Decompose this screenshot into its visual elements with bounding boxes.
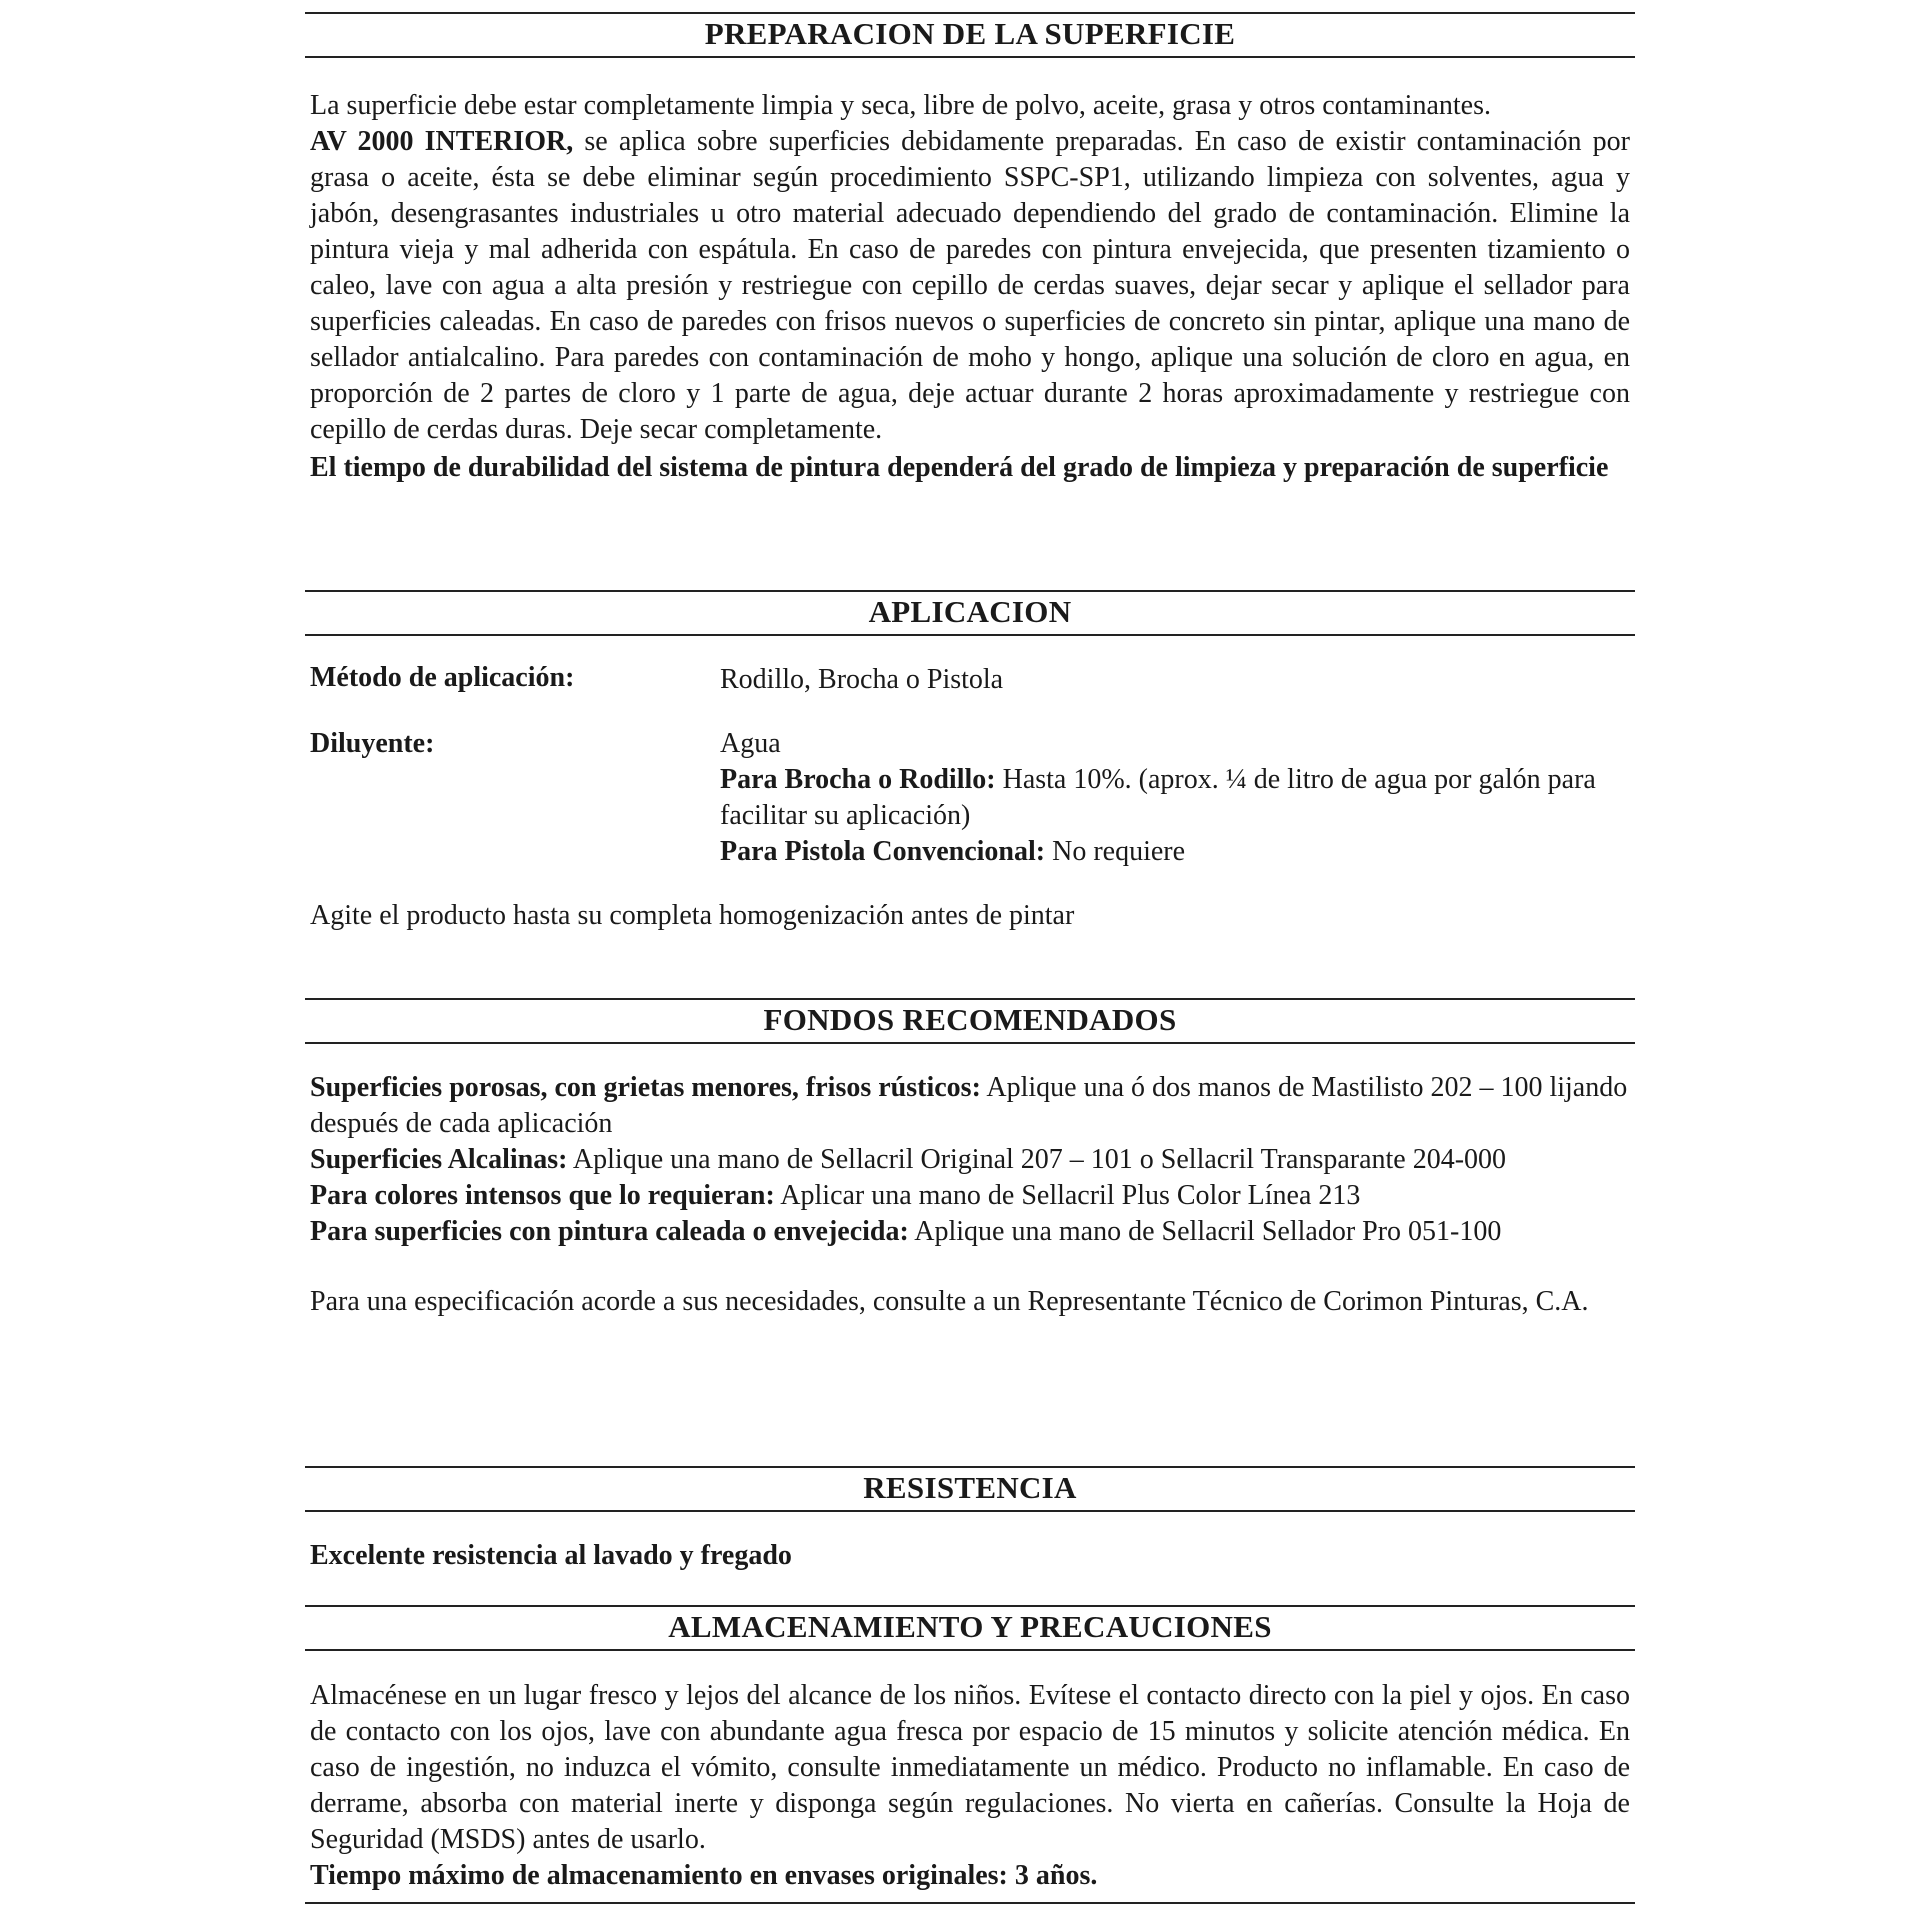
bottom-rule (305, 1902, 1635, 1904)
fondo-item (310, 1214, 1630, 1250)
consulte-text: Para una especificación acorde a sus necesidades, consulte a un Representante Técnico de Corimon Pinturas, C.A. (310, 1286, 1589, 1317)
pistola-value: No requiere (1045, 836, 1186, 867)
fondo-item-value: Aplicar una mano de Sellacril Plus Color Línea 213 (774, 1180, 1361, 1211)
metodo-value: Rodillo, Brocha o Pistola (720, 664, 1004, 695)
almacenamiento-text: Almacénese en un lugar fresco y lejos del alcance de los niños. Evítese el contacto directo con la piel y ojos. En caso de contacto con los ojos, lave con abundante agua fresca por espacio de 15 minutos y solicite atención médica. En caso de ingestión, no induzca el vómito, consulte inmediatamente un médico. Producto no inflamable. En caso de derrame, absorba con material inerte y disponga según regulaciones. No vierta en cañerías. Consulte la Hoja de Seguridad (MSDS) antes de usarlo. (310, 1680, 1630, 1855)
fondo-item-label: Para superficies con pintura caleada o envejecida: (310, 1216, 909, 1247)
heading-preparacion: PREPARACION DE LA SUPERFICIE (305, 12, 1635, 58)
fondo-item (310, 1178, 1630, 1214)
preparacion-intro: La superficie debe estar completamente limpia y seca, libre de polvo, aceite, grasa y otros contaminantes. (310, 90, 1491, 121)
heading-aplicacion: APLICACION (305, 590, 1635, 636)
preparacion-paragraph (310, 124, 1630, 448)
product-name: AV 2000 INTERIOR, (310, 126, 574, 157)
fondo-item-label: Superficies porosas, con grietas menores, frisos rústicos: (310, 1072, 981, 1103)
almacenamiento-tiempo: Tiempo máximo de almacenamiento en envases originales: 3 años. (310, 1860, 1098, 1891)
fondo-item-value: Aplique una ó dos manos de Mastilisto 202 – 100 lijando después de cada aplicación (310, 1072, 1628, 1139)
diluyente-block (720, 726, 1635, 870)
pistola-label: Para Pistola Convencional: (720, 836, 1046, 867)
brocha-value: Hasta 10%. (aprox. ¼ de litro de agua por galón para facilitar su aplicación) (720, 764, 1596, 831)
brocha-line (720, 762, 1635, 834)
almacenamiento-body (310, 1678, 1630, 1894)
pistola-line (720, 834, 1635, 870)
preparacion-text: se aplica sobre superficies debidamente preparadas. En caso de existir contaminación por grasa o aceite, ésta se debe eliminar según procedimiento SSPC-SP1, utilizando limpieza con solventes, agua y jabón, desengrasantes industriales u otro material adecuado dependiendo del grado de contaminación. Elimine la pintura vieja y mal adherida con espátula. En caso de paredes con pintura envejecida, que presenten tizamiento o caleo, lave con agua a alta presión y restriegue con cepillo de cerdas suaves, dejar secar y aplique el sellador para superficies caleadas. En caso de paredes con frisos nuevos o superficies de concreto sin pintar, aplique una mano de sellador antialcalino. Para paredes con contaminación de moho y hongo, aplique una solución de cloro en agua, en proporción de 2 partes de cloro y 1 parte de agua, deje actuar durante 2 horas aproximadamente y restriegue con cepillo de cerdas duras. Deje secar completamente. (310, 126, 1630, 445)
preparacion-note: El tiempo de durabilidad del sistema de pintura dependerá del grado de limpieza y preparación de superficie (310, 452, 1609, 483)
heading-fondos: FONDOS RECOMENDADOS (305, 998, 1635, 1044)
fondo-item (310, 1142, 1630, 1178)
resistencia-text: Excelente resistencia al lavado y fregado (310, 1540, 792, 1571)
fondo-item-value: Aplique una mano de Sellacril Sellador Pro 051-100 (908, 1216, 1502, 1247)
preparacion-body (310, 88, 1630, 486)
brocha-label: Para Brocha o Rodillo: (720, 764, 996, 795)
diluyente-label: Diluyente: (310, 728, 435, 759)
fondo-item (310, 1070, 1630, 1142)
fondos-body (310, 1070, 1630, 1320)
fondo-item-label: Para colores intensos que lo requieran: (310, 1180, 775, 1211)
fondo-item-value: Aplique una mano de Sellacril Original 207 – 101 o Sellacril Transparante 204-000 (567, 1144, 1507, 1175)
heading-almacenamiento: ALMACENAMIENTO Y PRECAUCIONES (305, 1605, 1635, 1651)
diluyente-value: Agua (720, 728, 781, 759)
agite-text: Agite el producto hasta su completa homogenización antes de pintar (310, 900, 1075, 931)
fondo-item-label: Superficies Alcalinas: (310, 1144, 568, 1175)
heading-resistencia: RESISTENCIA (305, 1466, 1635, 1512)
metodo-label: Método de aplicación: (310, 662, 575, 693)
